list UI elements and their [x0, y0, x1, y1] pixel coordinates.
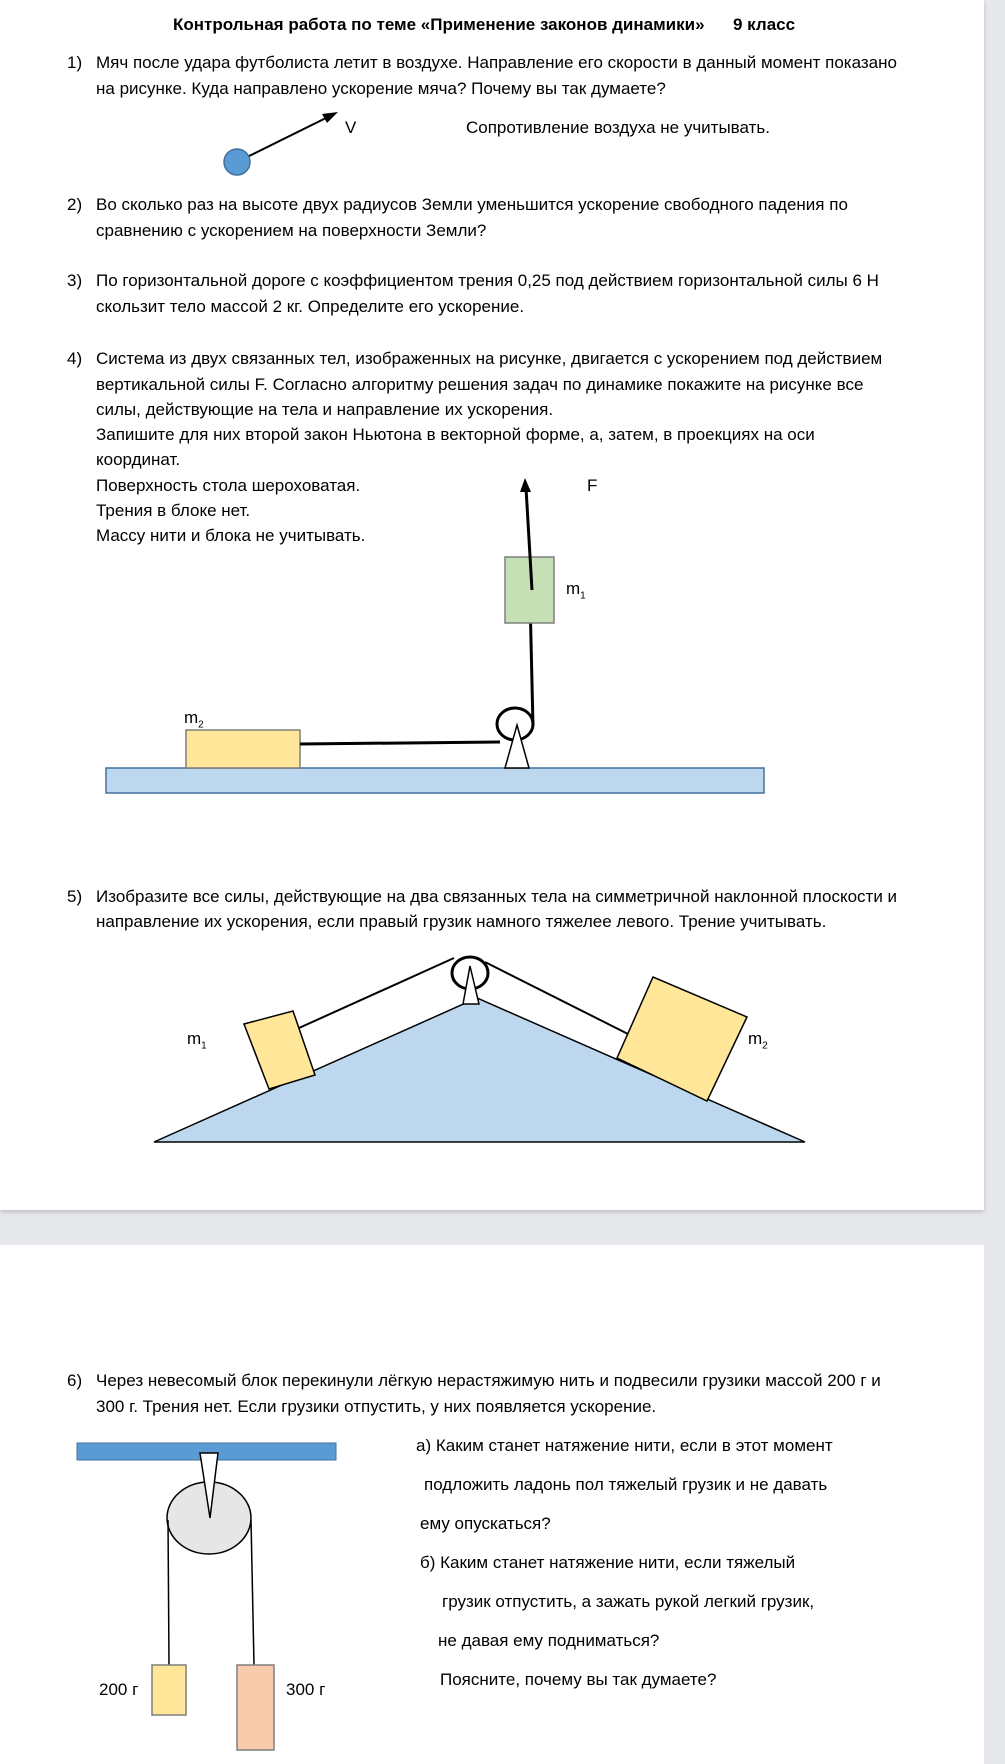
velocity-label: V: [345, 118, 357, 137]
question-3-number: 3): [67, 271, 83, 290]
question-1-number: 1): [67, 53, 83, 72]
question-2-text-line1: Во сколько раз на высоте двух радиусов Земли уменьшится ускорение свободного падения по: [96, 195, 848, 214]
incline-m2-label: $m_2$: [748, 1029, 768, 1052]
question-1-note: Сопротивление воздуха не учитывать.: [466, 118, 770, 137]
question-4-text-line1: Система из двух связанных тел, изображенных на рисунке, двигается с ускорением под действием: [96, 349, 883, 368]
question-5-text-line1: Изобразите все силы, действующие на два связанных тела на симметричной наклонной плоскости и: [96, 887, 898, 906]
q6-b-line4: Поясните, почему вы так думаете?: [440, 1670, 717, 1689]
question-2-number: 2): [67, 195, 83, 214]
m1-label: $m_1$: [566, 579, 586, 602]
question-5-number: 5): [67, 887, 83, 906]
question-6-text-line1: Через невесомый блок перекинули лёгкую нерастяжимую нить и подвесили грузики массой 200 г и: [96, 1371, 881, 1390]
question-6-text-line2: 300 г. Трения нет. Если грузики отпустить, у них появляется ускорение.: [96, 1397, 657, 1416]
page-2: [0, 1245, 984, 1764]
question-3-text-line2: скользит тело массой 2 кг. Определите его ускорение.: [96, 297, 525, 316]
question-4-text-line2: вертикальной силы F. Согласно алгоритму решения задач по динамике покажите на рисунке все: [96, 375, 864, 394]
question-3-text-line1: По горизонтальной дороге с коэффициентом трения 0,25 под действием горизонтальной силы 6 Н: [96, 271, 879, 290]
question-4-number: 4): [67, 349, 83, 368]
block-m1-incline: [244, 1011, 315, 1089]
question-5-text-line2: направление их ускорения, если правый грузик намного тяжелее левого. Трение учитывать.: [96, 912, 827, 931]
incline-m1-label: $m_1$: [187, 1029, 207, 1052]
question-4-text-line8: Массу нити и блока не учитывать.: [96, 526, 366, 545]
force-label: F: [587, 476, 598, 495]
question-6-number: 6): [67, 1371, 83, 1390]
left-mass-label: 200 г: [99, 1680, 139, 1699]
question-1-text-line1: Мяч после удара футболиста летит в воздухе. Направление его скорости в данный момент показано: [96, 53, 897, 72]
grade-label: 9 класс: [733, 15, 796, 34]
weight-200g: [152, 1665, 186, 1715]
q6-a-line2: подложить ладонь пол тяжелый грузик и не давать: [424, 1475, 828, 1494]
page-title: Контрольная работа по теме «Применение законов динамики»: [173, 15, 705, 34]
q6-b-line1: б) Каким станет натяжение нити, если тяжелый: [420, 1553, 796, 1572]
string-left: [299, 958, 454, 1028]
question-4-text-line4: Запишите для них второй закон Ньютона в векторной форме, а, затем, в проекциях на оси: [96, 425, 815, 444]
m2-label: $m_2$: [184, 708, 204, 731]
question-2-text-line2: сравнению с ускорением на поверхности Земли?: [96, 221, 487, 240]
question-4-text-line5: координат.: [96, 450, 181, 469]
q6-a-line3: ему опускаться?: [420, 1514, 551, 1533]
right-gutter: [984, 0, 1005, 1764]
weight-300g: [237, 1665, 274, 1750]
q6-b-line2: грузик отпустить, а зажать рукой легкий грузик,: [442, 1592, 815, 1611]
question-1-text-line2: на рисунке. Куда направлено ускорение мяча? Почему вы так думаете?: [96, 79, 666, 98]
q6-b-line3: не давая ему подниматься?: [438, 1631, 660, 1650]
string-left-weight: [168, 1520, 169, 1665]
right-mass-label: 300 г: [286, 1680, 326, 1699]
question-4-text-line6: Поверхность стола шероховатая.: [96, 476, 361, 495]
q6-a-line1: а) Каким станет натяжение нити, если в этот момент: [416, 1436, 833, 1455]
question-4-text-line3: силы, действующие на тела и направление их ускорения.: [96, 400, 554, 419]
question-4-text-line7: Трения в блоке нет.: [96, 501, 251, 520]
string-right-weight: [251, 1520, 254, 1665]
